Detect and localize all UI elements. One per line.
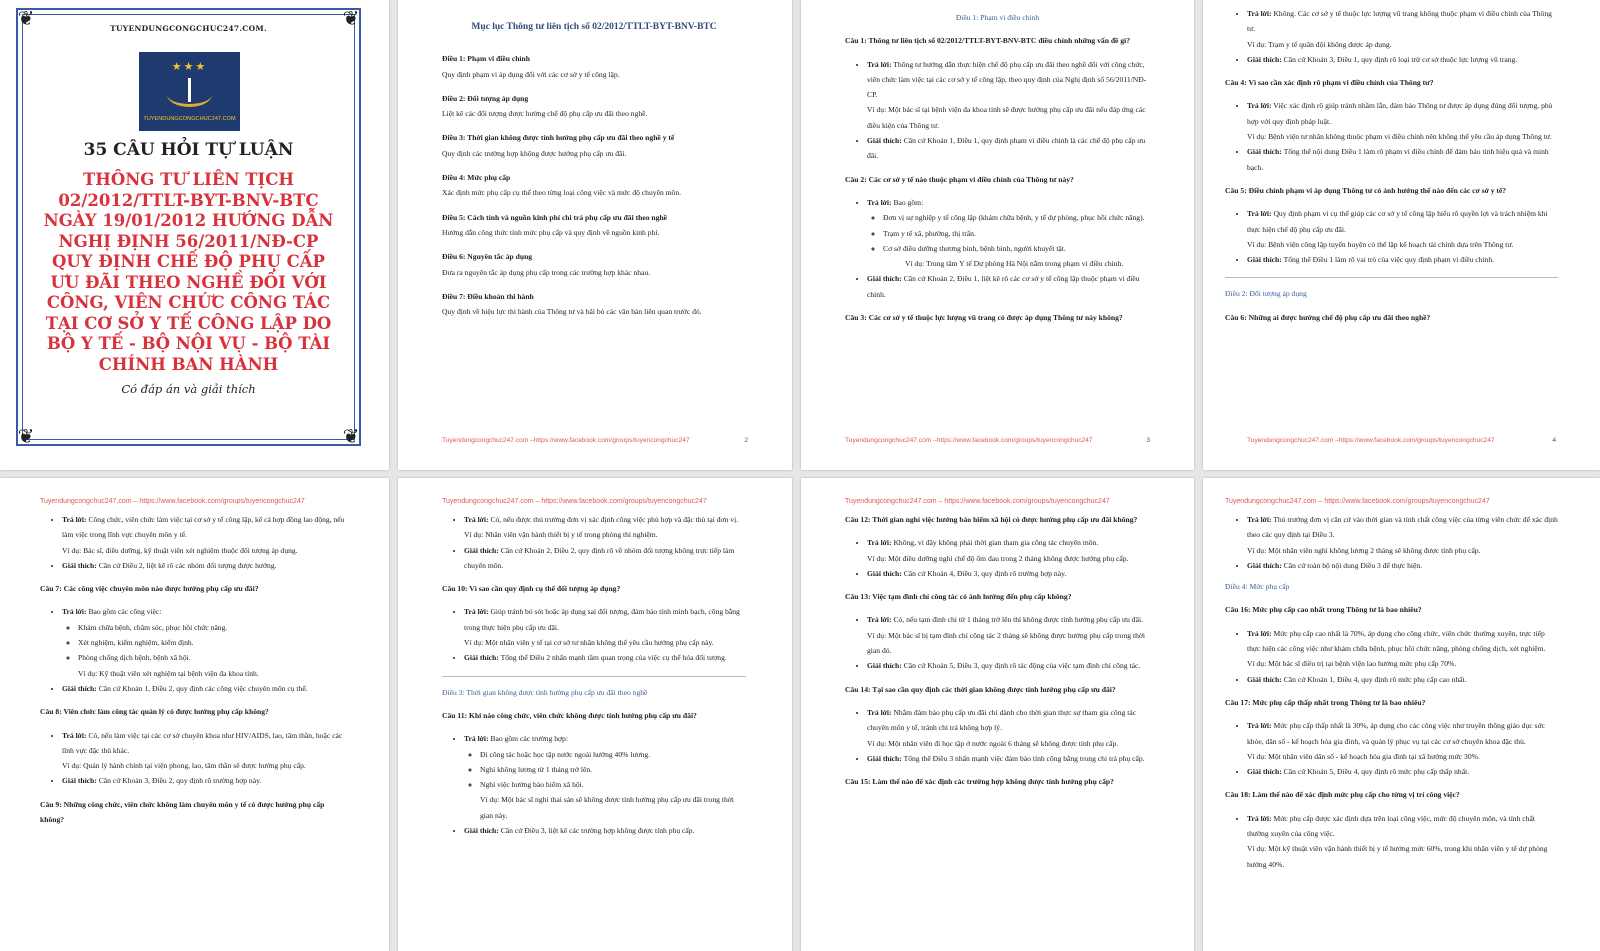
answer-text: Bao gồm các công việc:: [88, 607, 162, 617]
explain-text: Tổng thể Điều 3 nhấn mạnh việc đảm bảo tính công bằng trong chi trả phụ cấp.: [903, 753, 1145, 763]
page-footer: [1247, 433, 1556, 448]
question: Câu 6: Những ai được hưởng chế độ phụ cấp ưu đãi theo nghề?: [1225, 312, 1431, 322]
answer-text: Mức phụ cấp thấp nhất là 30%, áp dụng cho các công việc như truyền thông giáo dục sức khỏe, dân số - kế hoạch hóa gia đình, và quản lý phục vụ tại các cơ sở chuyên khoa đặc thù.: [1247, 721, 1545, 746]
answer-list: [442, 604, 746, 665]
explain-label: Giải thích:: [464, 826, 499, 836]
cover-site: TUYENDUNGCONGCHUC247.COM.: [110, 24, 267, 33]
example-text: Ví dụ: Quản lý hành chính tại viện phong, lao, tâm thần sẽ được hưởng phụ cấp.: [62, 761, 306, 771]
answer-label: Trả lời:: [867, 197, 892, 207]
question: Câu 1: Thông tư liên tịch số 02/2012/TTLT-BYT-BNV-BTC điều chỉnh những vấn đề gì?: [845, 36, 1131, 46]
answer-text: Nhằm đảm bảo phụ cấp ưu đãi chỉ dành cho thời gian thực sự tham gia công tác chuyên môn y tế, tránh chi trả không hợp lý.: [867, 707, 1137, 733]
answer-text: Bao gồm:: [893, 197, 924, 207]
answer-text: Không, vì đây không phải thời gian tham gia công tác chuyên môn.: [893, 538, 1099, 548]
explain-label: Giải thích:: [1247, 147, 1282, 157]
example-text: Ví dụ: Một bác sĩ nghỉ thai sản sẽ không được tính hưởng phụ cấp ưu đãi trong thời gian này.: [480, 795, 734, 820]
explain-text: Tổng thể nội dung Điều 1 làm rõ phạm vi điều chỉnh để đảm bảo tính hiệu quả và minh bạch.: [1247, 147, 1549, 172]
toc-item-desc: Xác định mức phụ cấp cụ thể theo từng loại công việc và mức độ chuyên môn.: [442, 188, 682, 198]
toc-item: [442, 51, 746, 82]
answer-text: Không. Các cơ sở y tế thuộc lực lượng vũ trang không thuộc phạm vi điều chỉnh của Thông tư.: [1247, 9, 1552, 34]
corner-ornament-icon: ❦: [17, 6, 35, 30]
question: Câu 16: Mức phụ cấp cao nhất trong Thông tư là bao nhiêu?: [1225, 605, 1422, 615]
answer-list: [845, 612, 1150, 673]
sub-item: ◦ Nghỉ không lương từ 1 tháng trở lên.: [480, 762, 746, 777]
answer-list: [845, 195, 1150, 302]
question: Câu 8: Viên chức làm công tác quản lý có được hưởng phụ cấp không?: [40, 707, 269, 717]
answer-label: Trả lời:: [1247, 628, 1272, 638]
logo: [139, 52, 240, 131]
answer-label: Trả lời:: [464, 607, 489, 617]
answer-label: Trả lời:: [867, 707, 892, 717]
answer-list: [1225, 206, 1558, 267]
example-text: Ví dụ: Một nhân viên y tế tại cơ sở tư nhân không thể yêu cầu hưởng phụ cấp này.: [464, 638, 714, 648]
explain-label: Giải thích:: [1247, 560, 1282, 570]
example-text: Ví dụ: Một kỹ thuật viên vận hành thiết bị y tế hưởng mức 60%, trong khi nhân viên y tế dự phòng hưởng 40%.: [1247, 844, 1548, 869]
question: Câu 11: Khi nào công chức, viên chức không được tính hưởng phụ cấp ưu đãi?: [442, 710, 697, 720]
question: Câu 10: Vì sao cần quy định cụ thể đối tượng áp dụng?: [442, 584, 621, 594]
explain-text: Căn cứ Khoản 3, Điều 1, quy định rõ loại trừ cơ sở thuộc lực lượng vũ trang.: [1283, 54, 1518, 64]
answer-text: Có, nếu được thủ trưởng đơn vị xác định công việc phù hợp và đặc thù tại đơn vị.: [490, 515, 739, 524]
divider: [442, 676, 746, 677]
answer-text: Giúp tránh bỏ sót hoặc áp dụng sai đối tượng, đảm bảo tính minh bạch, công bằng trong thực hiện phụ cấp ưu đãi.: [464, 607, 740, 632]
footer-link[interactable]: Tuyendungcongchuc247.com –https://www.facebook.com/groups/tuyencongchuc247: [845, 437, 1093, 444]
explain-label: Giải thích:: [867, 753, 902, 763]
sub-item: ◦ Xét nghiệm, kiểm nghiệm, kiểm định.: [78, 635, 347, 650]
explain-label: Giải thích:: [867, 274, 902, 284]
example-text: Ví dụ: Trạm y tế quân đội không được áp dụng.: [1247, 39, 1392, 49]
example-text: Ví dụ: Nhân viên vận hành thiết bị y tế trong phòng thí nghiệm.: [464, 530, 658, 540]
explain-label: Giải thích:: [867, 136, 902, 146]
explain-text: Căn cứ Khoản 3, Điều 2, quy định rõ trường hợp này.: [98, 776, 262, 786]
page-header[interactable]: Tuyendungcongchuc247.com – https://www.facebook.com/groups/tuyencongchuc247: [442, 498, 707, 505]
example-text: Ví dụ: Bệnh viện tư nhân không thuộc phạm vi điều chỉnh nên không thể yêu cầu áp dụng Thông tư.: [1247, 132, 1552, 142]
stars-icon: ★★★: [171, 60, 208, 73]
toc-title: Mục lục Thông tư liên tịch số 02/2012/TTLT-BYT-BNV-BTC: [471, 22, 717, 32]
page-number: 2: [744, 437, 748, 444]
explain-text: Căn cứ Khoản 1, Điều 2, quy định các công việc chuyên môn cụ thể.: [98, 683, 308, 693]
page-footer: [442, 433, 748, 448]
page-header[interactable]: Tuyendungcongchuc247.com – https://www.facebook.com/groups/tuyencongchuc247: [845, 498, 1110, 505]
answer-text: Việc xác định rõ giúp tránh nhầm lẫn, đảm bảo Thông tư được áp dụng đúng đối tượng, phù hợp với quy định pháp luật.: [1247, 101, 1553, 126]
book-icon: [167, 82, 212, 107]
toc-item: [442, 170, 746, 201]
example-text: Ví dụ: Bệnh viện công lập tuyến huyện có thể lập kế hoạch tài chính dựa trên Thông tư.: [1247, 239, 1514, 249]
toc-item-title: Điều 4: Mức phụ cấp: [442, 173, 511, 183]
toc-item-desc: Đưa ra nguyên tắc áp dụng phụ cấp trong các trường hợp khác nhau.: [442, 267, 651, 277]
answer-list: [40, 512, 347, 573]
corner-ornament-icon: ❦: [342, 424, 360, 448]
toc-item-desc: Quy định phạm vi áp dụng đối với các cơ sở y tế công lập.: [442, 69, 620, 79]
answer-list: [845, 705, 1150, 766]
toc-item-title: Điều 7: Điều khoản thi hành: [442, 291, 534, 301]
page-header[interactable]: Tuyendungcongchuc247.com – https://www.facebook.com/groups/tuyencongchuc247: [40, 498, 305, 505]
answer-list: [442, 512, 746, 573]
explain-text: Tổng thể Điều 1 làm rõ vai trò của việc quy định phạm vi điều chỉnh.: [1283, 255, 1495, 265]
answer-list: [845, 535, 1150, 581]
question: Câu 18: Làm thế nào để xác định mức phụ cấp cho từng vị trí công việc?: [1225, 790, 1460, 800]
toc-item: [442, 210, 746, 241]
question: Câu 4: Vì sao cần xác định rõ phạm vi điều chỉnh của Thông tư?: [1225, 78, 1434, 88]
toc-item-desc: Liệt kê các đối tượng được hưởng chế độ phụ cấp ưu đãi theo nghề.: [442, 109, 648, 119]
sub-item: ◦ Khám chữa bệnh, chăm sóc, phục hồi chức năng.: [78, 620, 347, 635]
page-header[interactable]: Tuyendungcongchuc247.com – https://www.facebook.com/groups/tuyencongchuc247: [1225, 498, 1490, 505]
explain-text: Căn cứ Khoản 5, Điều 3, quy định rõ tác động của việc tạm đình chỉ công tác.: [903, 661, 1141, 671]
sub-item: ◦ Đơn vị sự nghiệp y tế công lập (khám chữa bệnh, y tế dự phòng, phục hồi chức năng).: [883, 210, 1150, 225]
sub-item: ◦ Phòng chống dịch bệnh, bệnh xã hội.: [78, 650, 347, 665]
sub-item: ◦ Trạm y tế xã, phường, thị trấn.: [883, 226, 1150, 241]
answer-list: [845, 57, 1150, 164]
page-number: 3: [1146, 437, 1150, 444]
explain-text: Căn cứ Khoản 5, Điều 4, quy định rõ mức phụ cấp thấp nhất.: [1283, 767, 1470, 777]
page-3[interactable]: [801, 0, 1194, 470]
answer-label: Trả lời:: [1247, 813, 1272, 823]
page-6[interactable]: [398, 478, 792, 951]
corner-ornament-icon: ❦: [342, 6, 360, 30]
toc-item: [442, 249, 746, 280]
question: Câu 12: Thời gian nghỉ việc hưởng bảo hiểm xã hội có được hưởng phụ cấp ưu đãi không?: [845, 515, 1138, 524]
toc-item: [442, 130, 746, 161]
example-text: Ví dụ: Một điều dưỡng nghỉ chế độ ốm đau trong 2 tháng không được hưởng phụ cấp.: [867, 553, 1129, 563]
example-text: Ví dụ: Trung tâm Y tế Dự phòng Hà Nội nằm trong phạm vi điều chỉnh.: [905, 259, 1124, 269]
answer-list: [1225, 718, 1558, 779]
explain-text: Căn cứ Khoản 2, Điều 1, liệt kê rõ các cơ sở y tế công lập thuộc phạm vi điều chỉnh.: [867, 274, 1140, 299]
question: Câu 15: Làm thế nào để xác định các trường hợp không được tính hưởng phụ cấp?: [845, 777, 1114, 787]
explain-label: Giải thích:: [1247, 674, 1282, 684]
answer-label: Trả lời:: [1247, 515, 1272, 524]
example-text: Ví dụ: Một nhân viên nghỉ không lương 2 tháng sẽ không được tính phụ cấp.: [1247, 545, 1481, 555]
answer-label: Trả lời:: [1247, 101, 1272, 111]
sub-item: ◦ Đi công tác hoặc học tập nước ngoài hưởng 40% lương.: [480, 747, 746, 762]
answer-label: Trả lời:: [62, 730, 87, 740]
answer-text: Thông tư hướng dẫn thực hiện chế độ phụ cấp ưu đãi theo nghề đối với công chức, viên chức làm việc tại các cơ sở y tế công lập, theo quy định của Nghị định số 56/2011/NĐ-CP.: [867, 59, 1147, 100]
toc-item-title: Điều 5: Cách tính và nguồn kinh phí chi trả phụ cấp ưu đãi theo nghề: [442, 212, 668, 222]
explain-text: Căn cứ Khoản 1, Điều 4, quy định rõ mức phụ cấp cao nhất.: [1283, 674, 1467, 684]
answer-list: [442, 731, 746, 838]
explain-label: Giải thích:: [867, 568, 902, 578]
sub-item: ◦ Cơ sở điều dưỡng thương binh, bệnh binh, người khuyết tật.: [883, 241, 1150, 256]
question: Câu 3: Các cơ sở y tế thuộc lực lượng vũ trang có được áp dụng Thông tư này không?: [845, 313, 1123, 323]
explain-label: Giải thích:: [1247, 54, 1282, 64]
explain-text: Căn cứ toàn bộ nội dung Điều 3 để thực hiện.: [1283, 560, 1423, 570]
toc-item-desc: Quy định các trường hợp không được hưởng phụ cấp ưu đãi.: [442, 148, 627, 158]
toc-item-desc: Hướng dẫn công thức tính mức phụ cấp và quy định về nguồn kinh phí.: [442, 227, 660, 237]
page-footer: [845, 433, 1150, 448]
footer-link[interactable]: Tuyendungcongchuc247.com –https://www.facebook.com/groups/tuyencongchuc247: [442, 437, 690, 444]
explain-label: Giải thích:: [464, 653, 499, 663]
toc-item-title: Điều 3: Thời gian không được tính hưởng phụ cấp ưu đãi theo nghề y tế: [442, 133, 675, 143]
divider: [1225, 277, 1558, 278]
answer-label: Trả lời:: [62, 515, 87, 524]
section-heading: Điều 2: Đối tượng áp dụng: [1225, 289, 1307, 299]
answer-text: Bao gồm các trường hợp:: [490, 734, 568, 744]
answer-list: [1225, 811, 1558, 872]
explain-label: Giải thích:: [62, 683, 97, 693]
explain-label: Giải thích:: [1247, 255, 1282, 265]
page-4[interactable]: [1203, 0, 1600, 470]
answer-text: Có, nếu tạm đình chỉ từ 1 tháng trở lên thì không được tính hưởng phụ cấp ưu đãi.: [893, 615, 1143, 625]
answer-text: Quy định phạm vi cụ thể giúp các cơ sở y tế công lập hiểu rõ quyền lợi và trách nhiệm khi thực hiện chế độ phụ cấp ưu đãi.: [1247, 209, 1548, 234]
explain-label: Giải thích:: [1247, 767, 1282, 777]
question: Câu 9: Những công chức, viên chức không làm chuyên môn y tế có được hưởng phụ cấp không?: [40, 799, 325, 825]
example-text: Ví dụ: Kỹ thuật viên xét nghiệm tại bệnh viện đa khoa tỉnh.: [78, 668, 259, 678]
logo-text: TUYENDUNGCONGCHUC247.COM: [143, 116, 236, 122]
answer-text: Mức phụ cấp được xác định dựa trên loại công việc, mức độ chuyên môn, và tính chất thường xuyên của công việc.: [1247, 813, 1535, 839]
answer-label: Trả lời:: [1247, 9, 1272, 18]
section-heading: Điều 1: Phạm vi điều chỉnh: [955, 13, 1040, 22]
answer-text: Có, nếu làm việc tại các cơ sở chuyên khoa như HIV/AIDS, lao, tâm thần, hoặc các lĩnh vực đặc thù khác.: [62, 730, 343, 755]
answer-text: Thủ trưởng đơn vị căn cứ vào thời gian và tính chất công việc của từng viên chức để xác định theo các quy định tại Điều 3.: [1247, 515, 1558, 540]
answer-label: Trả lời:: [464, 515, 489, 524]
answer-label: Trả lời:: [867, 538, 892, 548]
example-text: Ví dụ: Một nhân viên dân số - kế hoạch hóa gia đình tại xã hưởng mức 30%.: [1247, 751, 1480, 761]
answer-label: Trả lời:: [464, 734, 489, 744]
answer-list: [1225, 98, 1558, 174]
explain-text: Căn cứ Điều 2, liệt kê rõ các nhóm đối tượng được hưởng.: [98, 560, 277, 570]
explain-text: Căn cứ Khoản 4, Điều 3, quy định rõ trường hợp này.: [903, 568, 1067, 578]
page-7[interactable]: [801, 478, 1194, 951]
cover-subtitle: THÔNG TƯ LIÊN TỊCH 02/2012/TTLT-BYT-BNV-BTC NGÀY 19/01/2012 HƯỚNG DẪN NGHỊ ĐỊNH 56/2011/NĐ-CP QUY ĐỊNH CHẾ ĐỘ PHỤ CẤP ƯU ĐÃI THEO NGHỀ ĐỐI VỚI CÔNG, VIÊN CHỨC CÔNG TÁC TẠI CƠ SỞ Y TẾ CÔNG LẬP DO BỘ Y TẾ - BỘ NỘI VỤ - BỘ TÀI CHÍNH BAN HÀNH: [43, 170, 334, 374]
cover-title: 35 CÂU HỎI TỰ LUẬN: [83, 140, 294, 160]
answer-list: [40, 604, 347, 696]
answer-label: Trả lời:: [867, 615, 892, 625]
question: Câu 14: Tại sao cần quy định các thời gian không được tính hưởng phụ cấp ưu đãi?: [845, 684, 1116, 694]
section-heading: Điều 3: Thời gian không được tính hưởng phụ cấp ưu đãi theo nghề: [442, 687, 648, 697]
toc-item: [442, 91, 746, 122]
corner-ornament-icon: ❦: [17, 424, 35, 448]
answer-label: Trả lời:: [867, 59, 892, 69]
question: Câu 7: Các công việc chuyên môn nào được hưởng phụ cấp ưu đãi?: [40, 584, 259, 594]
answer-label: Trả lời:: [1247, 209, 1272, 219]
toc-item-title: Điều 6: Nguyên tắc áp dụng: [442, 252, 533, 262]
explain-text: Căn cứ Điều 3, liệt kê các trường hợp không được tính phụ cấp.: [500, 826, 695, 836]
toc-item: [442, 289, 746, 320]
toc-item-title: Điều 1: Phạm vi điều chỉnh: [442, 54, 530, 64]
example-text: Ví dụ: Một bác sĩ tại bệnh viện đa khoa tỉnh sẽ được hưởng phụ cấp ưu đãi nếu đáp ứng các điều kiện của Thông tư.: [867, 105, 1146, 130]
answer-label: Trả lời:: [1247, 721, 1272, 731]
footer-link[interactable]: Tuyendungcongchuc247.com –https://www.facebook.com/groups/tuyencongchuc247: [1247, 437, 1495, 444]
page-number: 4: [1552, 437, 1556, 444]
question: Câu 5: Điều chỉnh phạm vi áp dụng Thông tư có ảnh hưởng thế nào đến các cơ sở y tế?: [1225, 185, 1507, 195]
question: Câu 13: Việc tạm đình chỉ công tác có ảnh hưởng đến phụ cấp không?: [845, 592, 1072, 602]
toc-item-desc: Quy định về hiệu lực thi hành của Thông tư và bãi bỏ các văn bản liên quan trước đó.: [442, 307, 702, 317]
explain-text: Căn cứ Khoản 2, Điều 2, quy định rõ về nhóm đối tượng không trực tiếp làm chuyên môn.: [464, 545, 735, 570]
answer-list: [1225, 6, 1558, 67]
explain-label: Giải thích:: [62, 560, 97, 570]
answer-label: Trả lời:: [62, 607, 87, 617]
page-2-toc[interactable]: [398, 0, 792, 470]
explain-text: Căn cứ Khoản 1, Điều 1, quy định phạm vi điều chỉnh là các chế độ phụ cấp ưu đãi.: [867, 136, 1146, 161]
cover-note: Có đáp án và giải thích: [121, 382, 256, 396]
page-8[interactable]: [1203, 478, 1600, 951]
example-text: Ví dụ: Một bác sĩ bị tạm đình chỉ công tác 2 tháng sẽ không được hưởng phụ cấp trong thời gian đó.: [867, 630, 1145, 656]
explain-label: Giải thích:: [867, 661, 902, 671]
toc-item-title: Điều 2: Đối tượng áp dụng: [442, 93, 529, 103]
example-text: Ví dụ: Bác sĩ, điều dưỡng, kỹ thuật viên xét nghiệm thuộc đối tượng áp dụng.: [62, 545, 298, 555]
cover-border: [16, 8, 361, 446]
answer-list: [40, 728, 347, 789]
example-text: Ví dụ: Một bác sĩ điều trị tại bệnh viện lao hưởng mức phụ cấp 70%.: [1247, 659, 1457, 669]
section-heading: Điều 4: Mức phụ cấp: [1225, 582, 1290, 592]
sub-item: ◦ Nghỉ việc hưởng bảo hiểm xã hội.: [480, 777, 746, 792]
question: Câu 17: Mức phụ cấp thấp nhất trong Thông tư là bao nhiêu?: [1225, 697, 1426, 707]
answer-text: Công chức, viên chức làm việc tại cơ sở y tế công lập, kể cả hợp đồng lao động, nếu làm việc trong lĩnh vực chuyên môn y tế.: [62, 515, 345, 540]
page-1-cover[interactable]: [0, 0, 389, 470]
explain-text: Tổng thể Điều 2 nhấn mạnh tầm quan trọng của việc cụ thể hóa đối tượng.: [500, 653, 727, 663]
answer-list: [1225, 512, 1558, 573]
page-5[interactable]: [0, 478, 389, 951]
explain-label: Giải thích:: [62, 776, 97, 786]
explain-label: Giải thích:: [464, 545, 499, 555]
question: Câu 2: Các cơ sở y tế nào thuộc phạm vi điều chỉnh của Thông tư này?: [845, 174, 1074, 184]
example-text: Ví dụ: Một nhân viên đi học tập ở nước ngoài 6 tháng sẽ không được tính phụ cấp.: [867, 738, 1119, 748]
answer-list: [1225, 626, 1558, 687]
answer-text: Mức phụ cấp cao nhất là 70%, áp dụng cho công chức, viên chức thường xuyên, trực tiếp thực hiện các công việc như khám chữa bệnh, phục hồi chức năng, phòng chống dịch, xét nghiệm.: [1247, 628, 1546, 654]
